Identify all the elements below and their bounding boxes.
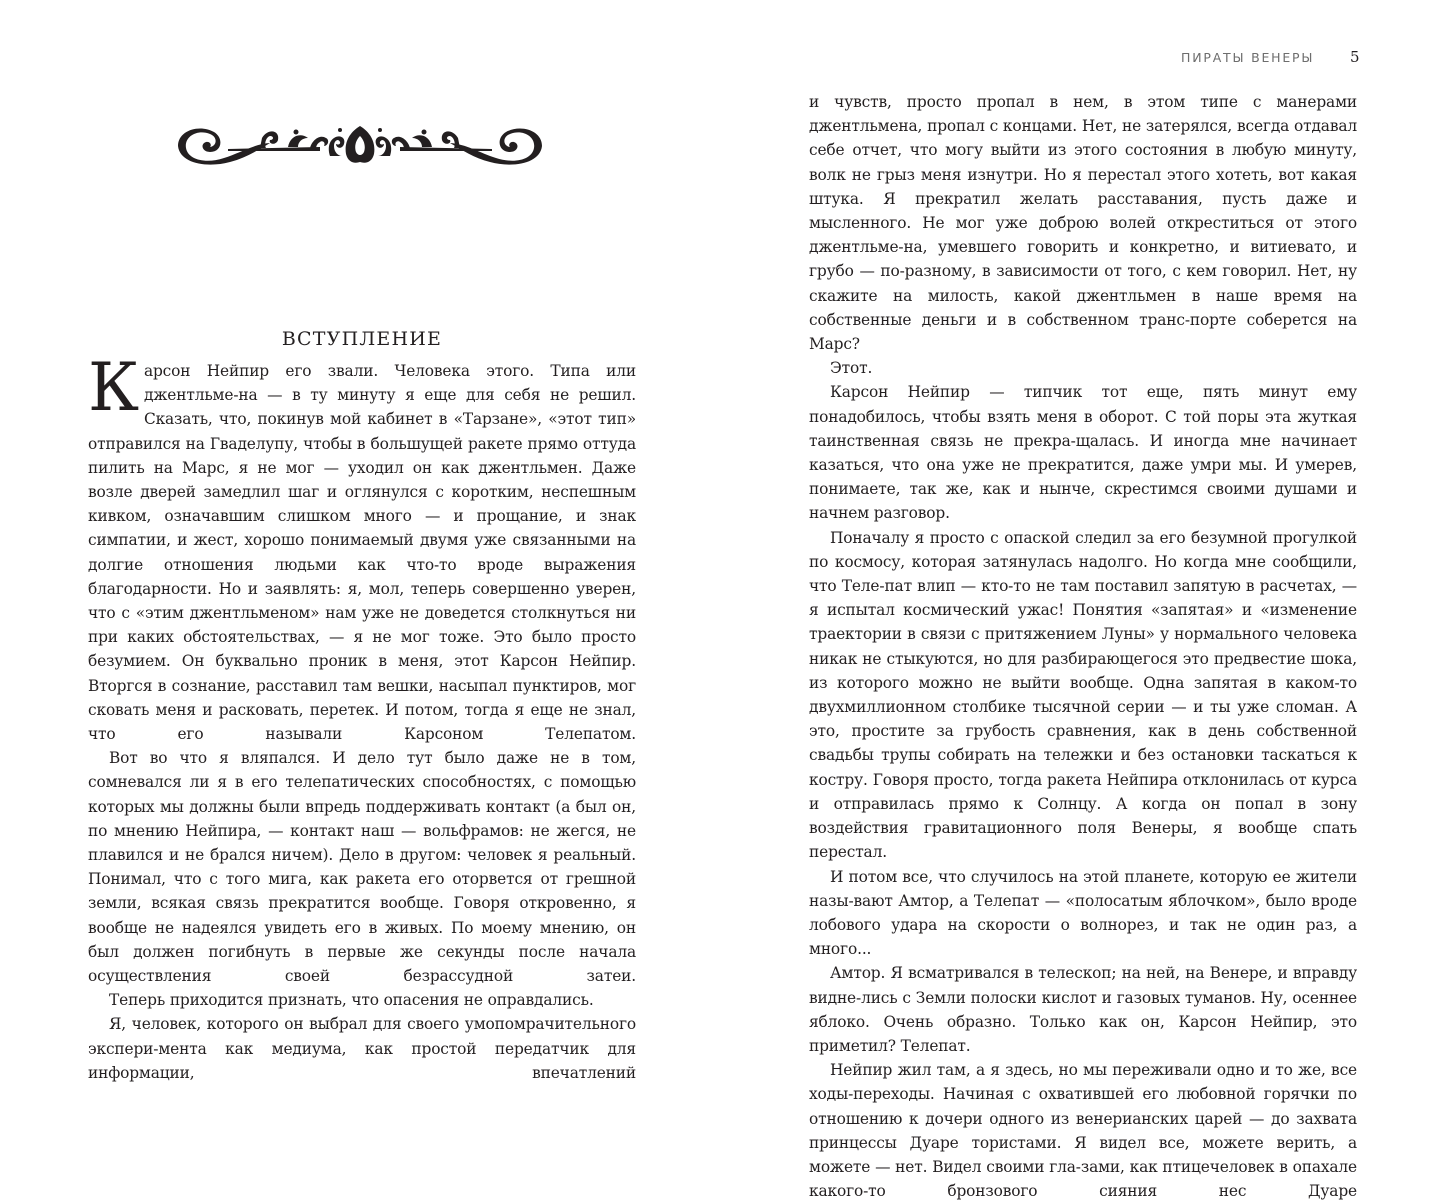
chapter-title: ВСТУПЛЕНИЕ xyxy=(281,328,443,350)
right-page xyxy=(723,0,1445,1201)
paragraph: Амтор. Я всматривался в телескоп; на ней, на Венере, и вправду видне-лись с Земли полоски кислот и газовых туманов. Ну, осеннее яблоко. Очень образно. Только как он, Карсон Нейпир, это приметил? Телепат. xyxy=(809,964,1357,1055)
paragraph: Поначалу я просто с опаской следил за его безумной прогулкой по космосу, которая затянулась надолго. Но когда мне сообщили, что Теле-пат влип — кто-то не там поставил запятую в расчетах, — я испытал космический ужас! Понятия «запятая» и «изменение траектории в связи с притяжением Луны» у нормального человека никак не стыкуются, но для разбирающегося это предвестие шока, из которого можно не выйти вообще. Одна запятая в каком-то двухмиллионном столбике тысячной серии — и ты уже сломан. А это, простите за грубость сравнения, как в день собственной свадьбы трупы собирать на тележки и без остановки таскаться к костру. Говоря просто, тогда ракета Нейпира отклонилась от курса и отправилась прямо к Солнцу. А когда он попал в зону воздействия гравитационного поля Венеры, я вообще спать перестал. xyxy=(809,528,1357,862)
paragraph: Этот. xyxy=(830,359,873,378)
left-body-text xyxy=(88,349,636,1085)
paragraph: Нейпир жил там, а я здесь, но мы переживали одно и то же, все ходы-переходы. Начиная с охватившей его любовной горячки по отношению к дочери одного из венерианских царей — до захвата принцессы Дуаре тористами. Я видел все, можете верить, а можете — нет. Видел своими гла-зами, как птицечеловек в опахале какого-то бронзового сияния нес Дуаре xyxy=(809,1061,1357,1201)
left-page xyxy=(0,0,722,1082)
paragraph: Карсон Нейпир — типчик тот еще, пять минут ему понадобилось, чтобы взять меня в оборот. С той поры эта жуткая таинственная связь не прекра-щалась. И иногда мне начинает казаться, что она уже не прекратится, даже умри мы. И умерев, понимаете, так же, как и нынче, скрестимся своими душами и начнем разговор. xyxy=(809,383,1357,523)
paragraph: Вот во что я вляпался. И дело тут было даже не в том, сомневался ли я в его телепатических способностях, с помощью которых мы должны были впредь поддерживать контакт (а был он, по мнению Нейпира, — контакт наш — вольфрамов: не жегся, не плавился и не брался ничем). Дело в другом: человек я реальный. Понимал, что с того мига, как ракета его оторвется от грешной земли, всякая связь прекратится вообще. Говоря откровенно, я вообще не надеялся увидеть его в живых. По моему мнению, он был должен погибнуть в первые же секунды после начала осуществления своей безрассудной затеи. xyxy=(88,749,636,986)
running-head: ПИРАТЫ ВЕНЕРЫ xyxy=(1181,50,1315,65)
paragraph: Карсон Нейпир его звали. Человека этого. Типа или джентльме-на — в ту минуту я еще для себя не решил. Сказать, что, покинув мой кабинет в «Тарзане», «этот тип» отправился на Гваделупу, чтобы в большущей ракете прямо оттуда пилить на Марс, я не мог — уходил он как джентльмен. Даже возле дверей замедлил шаг и оглянулся с коротким, неспешным кивком, означавшим слишком много — и прощание, и знак симпатии, и жест, хорошо понимаемый двумя уже связанными на долгие отношения людьми как что-то вроде выражения благодарности. Но и заявлять: я, мол, теперь совершенно уверен, что с «этим джентльменом» нам уже не доведется столкнуться ни при каких обстоятельствах, — я не мог тоже. Это было просто безумием. Он буквально проник в меня, этот Карсон Нейпир. Вторгся в сознание, расставил там вешки, насыпал пунктиров, мог сковать меня и расковать, перетек. И потом, тогда я еще не знал, что его называли Карсоном Телепатом. xyxy=(88,349,636,744)
paragraph: Я, человек, которого он выбрал для своего умопомрачительного экспери-мента как медиума, как простой передатчик для информации, впечатлений xyxy=(88,1015,636,1082)
decorative-ornament xyxy=(170,118,550,168)
drop-cap: К xyxy=(88,349,139,426)
paragraph: Теперь приходится признать, что опасения не оправдались. xyxy=(109,991,594,1010)
right-body-text xyxy=(809,90,1357,1203)
page-number: 5 xyxy=(1350,48,1360,66)
paragraph: И потом все, что случилось на этой планете, которую ее жители назы-вают Амтор, а Телепат — «полосатым яблочком», было вроде лобового удара на скорости о волнорез, и так не один раз, а много... xyxy=(809,867,1357,959)
paragraph: и чувств, просто пропал в нем, в этом типе с манерами джентльмена, пропал с концами. Нет, не затерялся, всегда отдавал себе отчет, что могу выйти из этого состояния в любую минуту, волк не грыз меня изнутри. Но я перестал этого хотеть, вот какая штука. Я прекратил желать расставания, пусть даже и мысленного. Не мог уже доброю волей откреститься от этого джентльме-на, умевшего говорить и конкретно, и витиевато, и грубо — по-разному, в зависимости от того, с кем говорил. Нет, ну скажите на милость, какой джентльмен в наше время на собственные деньги и в собственном транс-порте соберется на Марс? xyxy=(809,93,1357,354)
